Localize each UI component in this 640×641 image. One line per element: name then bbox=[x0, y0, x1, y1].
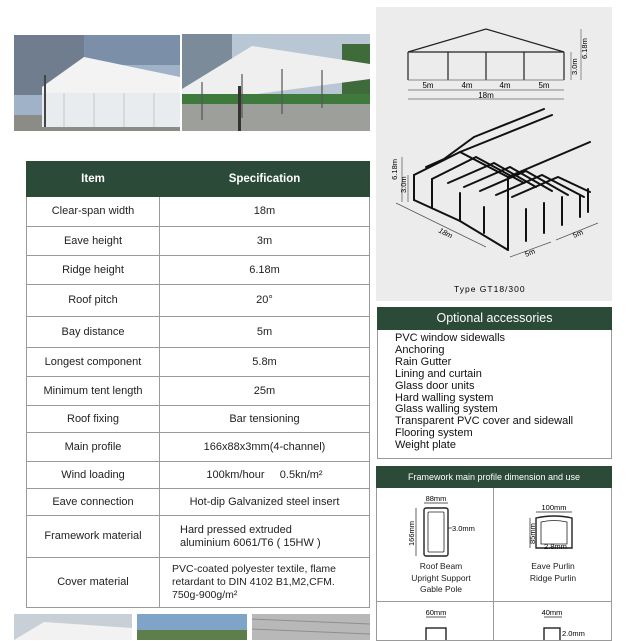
table-row bbox=[27, 489, 370, 516]
tent-technical-drawing bbox=[376, 7, 612, 301]
iso-eave-height: 3.0m bbox=[399, 176, 408, 193]
elev-eave-height: 3.0m bbox=[570, 58, 579, 75]
profile-use: Upright Support bbox=[411, 572, 471, 583]
table-row bbox=[27, 285, 370, 317]
elev-total-width: 18m bbox=[478, 91, 494, 100]
list-item: PVC window sidewalls bbox=[395, 332, 506, 344]
list-item: Weight plate bbox=[395, 439, 456, 452]
list-item: Rain Gutter bbox=[395, 355, 452, 368]
elev-bay-1: 5m bbox=[422, 81, 434, 90]
profile-2-width: 100mm bbox=[541, 503, 567, 512]
row-item: Main profile bbox=[27, 433, 160, 462]
row-item: Minimum tent length bbox=[27, 377, 160, 406]
row-spec: 20° bbox=[160, 285, 370, 317]
elev-bay-2: 4m bbox=[461, 81, 473, 90]
table-row bbox=[27, 256, 370, 285]
elev-bay-4: 5m bbox=[538, 81, 550, 90]
table-row bbox=[27, 406, 370, 433]
row-spec: 5.8m bbox=[160, 348, 370, 377]
profile-4-width: 40mm bbox=[541, 608, 563, 617]
row-item: Clear-span width bbox=[27, 197, 160, 227]
framework-profile-title: Framework main profile dimension and use bbox=[376, 466, 612, 488]
profile-2-height: 85mm bbox=[528, 523, 537, 544]
row-item: Eave height bbox=[27, 227, 160, 256]
list-item: Transparent PVC cover and sidewall bbox=[395, 415, 574, 428]
list-item: Lining and curtain bbox=[395, 367, 482, 380]
row-spec: 5m bbox=[160, 317, 370, 348]
tent-photo-frame bbox=[182, 34, 370, 131]
row-item: Bay distance bbox=[27, 317, 160, 348]
row-spec: Hot-dip Galvanized steel insert bbox=[160, 489, 370, 516]
profile-1-height: 166mm bbox=[407, 520, 416, 546]
row-spec: 100km/hour 0.5kn/m² bbox=[160, 462, 370, 489]
row-item: Wind loading bbox=[27, 462, 160, 489]
profile-use: Gable Pole bbox=[419, 584, 463, 594]
profile-1-thickness: 3.0mm bbox=[452, 524, 475, 533]
row-item: Longest component bbox=[27, 348, 160, 377]
iso-bay-2: 5m bbox=[571, 227, 585, 240]
elev-ridge-height: 6.18m bbox=[580, 38, 589, 59]
header-specification: Specification bbox=[160, 162, 370, 197]
list-item: Anchoring bbox=[395, 343, 445, 356]
row-item: Roof pitch bbox=[27, 285, 160, 317]
bottom-photo-1 bbox=[14, 614, 132, 640]
iso-width: 18m bbox=[437, 225, 455, 241]
table-row bbox=[27, 462, 370, 489]
specification-table bbox=[26, 161, 370, 608]
row-spec: PVC-coated polyester textile, flame retardant to DIN 4102 B1,M2,CFM. 750g-900g/m² bbox=[160, 558, 370, 608]
profile-1-width: 88mm bbox=[425, 494, 447, 503]
profile-use: Ridge Purlin bbox=[529, 572, 577, 583]
table-row bbox=[27, 197, 370, 227]
profile-1-uses bbox=[386, 561, 496, 596]
row-spec: 6.18m bbox=[160, 256, 370, 285]
profile-2-uses bbox=[496, 561, 610, 584]
table-row bbox=[27, 317, 370, 348]
row-item: Cover material bbox=[27, 558, 160, 608]
profile-2-thickness: 2.8mm bbox=[544, 542, 567, 551]
table-row bbox=[27, 348, 370, 377]
bottom-photo-2 bbox=[137, 614, 247, 640]
list-item: Hard walling system bbox=[395, 391, 494, 404]
table-row bbox=[27, 516, 370, 558]
tent-photo-side bbox=[14, 35, 180, 131]
table-row bbox=[27, 433, 370, 462]
profile-use: Eave Purlin bbox=[531, 561, 575, 571]
header-item: Item bbox=[27, 162, 160, 197]
row-spec: Hard pressed extruded aluminium 6061/T6 ( 15HW ) bbox=[160, 516, 370, 558]
list-item: Glass walling system bbox=[395, 403, 498, 416]
profile-4-thickness: 2.0mm bbox=[562, 629, 585, 638]
iso-ridge-height: 6.18m bbox=[390, 159, 399, 180]
table-row bbox=[27, 227, 370, 256]
list-item: Flooring system bbox=[395, 427, 473, 440]
row-spec: 166x88x3mm(4-channel) bbox=[160, 433, 370, 462]
bottom-photo-3 bbox=[252, 614, 370, 640]
row-item: Roof fixing bbox=[27, 406, 160, 433]
elev-bay-3: 4m bbox=[499, 81, 511, 90]
iso-bay-1: 5m bbox=[523, 246, 537, 259]
row-item: Eave connection bbox=[27, 489, 160, 516]
row-item: Framework material bbox=[27, 516, 160, 558]
optional-accessories-title: Optional accessories bbox=[377, 307, 612, 330]
list-item: Glass door units bbox=[395, 379, 475, 392]
row-spec: 25m bbox=[160, 377, 370, 406]
table-row bbox=[27, 377, 370, 406]
row-spec: 18m bbox=[160, 197, 370, 227]
optional-accessories-list bbox=[395, 333, 573, 452]
table-row bbox=[27, 558, 370, 608]
row-spec: Bar tensioning bbox=[160, 406, 370, 433]
profile-use: Roof Beam bbox=[419, 561, 463, 571]
profile-3-width: 60mm bbox=[425, 608, 447, 617]
row-spec: 3m bbox=[160, 227, 370, 256]
type-label: Type GT18/300 bbox=[454, 284, 526, 294]
table-header-row bbox=[27, 162, 370, 197]
row-item: Ridge height bbox=[27, 256, 160, 285]
